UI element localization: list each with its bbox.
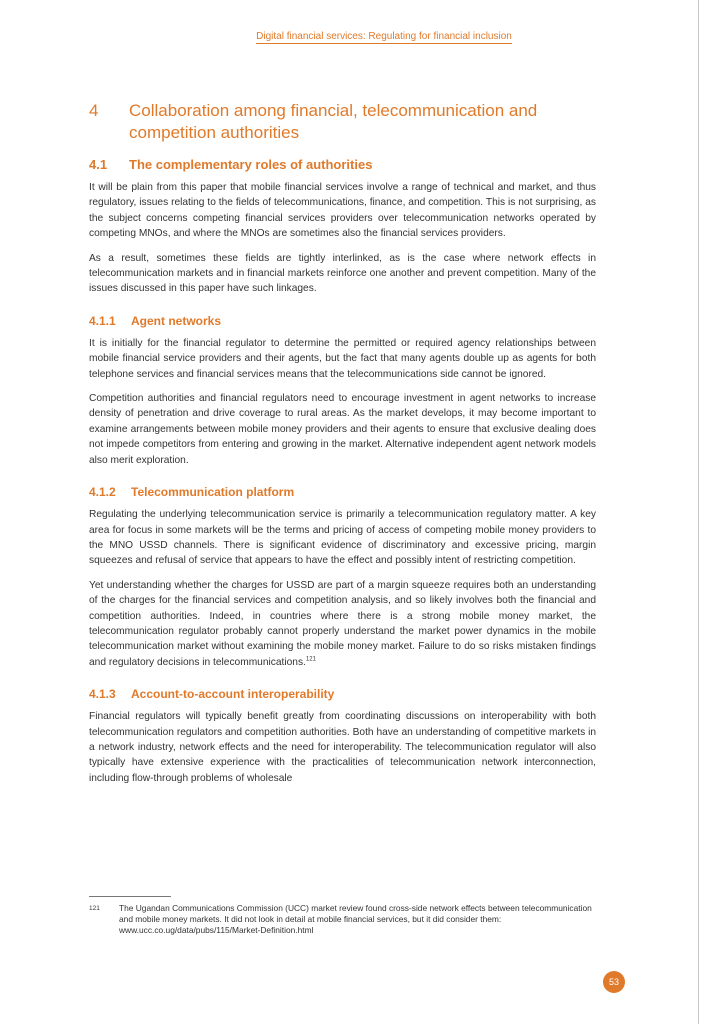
agent-networks-heading xyxy=(89,313,596,329)
paragraph: Competition authorities and financial regulators need to encourage investment in agent networks to increase density of penetration and drive coverage to rural areas. As the market develops, it may become important to examine arrangements between mobile money providers and their agents to ensure that exclusive dealing does not impede competitors from entering and growing in the market. Alternative independent agent network models also merit exploration. xyxy=(89,393,596,466)
paragraph: Regulating the underlying telecommunication service is primarily a telecommunication regulatory matter. A key area for focus in some markets will be the terms and pricing of access of competing mobile money providers to the MNO USSD channels. There is significant evidence of discriminatory and excessive pricing, margin squeezes and refusal of service that appears to have the effect and possibly intent of restricting competition. xyxy=(89,509,596,567)
paragraph xyxy=(89,578,596,670)
telecom-platform-heading xyxy=(89,484,596,500)
page-number-badge xyxy=(603,971,625,993)
section-title: Collaboration among financial, telecommunication and competition authorities xyxy=(129,101,538,142)
telecom-platform-number: 4.1.2 xyxy=(89,485,116,500)
paragraph-text: Yet understanding whether the charges for USSD are part of a margin squeeze requires both an understanding of the charges for the financial services and competition analysis, and so likely involves both the financial and competition authorities. Indeed, in countries where there is a strong mobile money market, the telecommunication regulator probably cannot properly understand the market power dynamics in the mobile telecommunication market without examining the mobile money market. Failure to do so risks mistaken findings and regulatory decisions in telecommunications. xyxy=(89,579,596,668)
paragraph: It will be plain from this paper that mobile financial services involve a range of technical and market, and thus regulatory, issues relating to the fields of telecommunications, finance, and competition. This is not surprising, as the subject concerns competing financial services providers over telecommunication networks operated by competing MNOs, and where the MNOs are sometimes also the financial services providers. xyxy=(89,182,596,240)
page-edge-rule xyxy=(698,0,699,1024)
subsection-number: 4.1 xyxy=(89,157,108,172)
section-heading xyxy=(89,100,596,144)
footnote xyxy=(89,903,599,936)
agent-networks-title: Agent networks xyxy=(131,313,222,328)
footnote-reference[interactable]: 121 xyxy=(305,656,316,663)
paragraph: It is initially for the financial regulator to determine the permitted or required agency relationships between mobile financial service providers and their agents, but the fact that many agents double up as agents for both telephone services and financial services means that the telecommunications side cannot be ignored. xyxy=(89,337,596,380)
footnote-text: The Ugandan Communications Commission (UCC) market review found cross-side network effects between telecommunication and mobile money markets. It did not look in detail at mobile financial services, but it did consider them: www.ucc.co.ug/data/pubs/115/Market-Definition.html xyxy=(119,903,592,935)
interoperability-number: 4.1.3 xyxy=(89,687,116,702)
subsection-title: The complementary roles of authorities xyxy=(129,157,373,172)
main-content xyxy=(89,100,596,795)
paragraph: Financial regulators will typically benefit greatly from coordinating discussions on interoperability with both telecommunication regulators and competition authorities. Both have an understanding of competitive markets in a network industry, network effects and the need for interoperability. The telecommunication regulator will also typically have extensive experience with the practicalities of telecommunication network interconnection, including flow-through problems of wholesale xyxy=(89,711,596,784)
section-number: 4 xyxy=(89,101,99,120)
telecom-platform-title: Telecommunication platform xyxy=(131,485,295,500)
subsection-heading xyxy=(89,157,596,173)
agent-networks-number: 4.1.1 xyxy=(89,313,116,328)
footnote-divider xyxy=(89,896,171,897)
footnote-number: 121 xyxy=(89,905,100,912)
page-number: 53 xyxy=(608,977,619,987)
running-header xyxy=(0,26,698,44)
paragraph: As a result, sometimes these fields are tightly interlinked, as is the case where network effects in telecommunication markets and in financial markets reinforce one another and prevent competition. Many of the issues discussed in this paper have such linkages. xyxy=(89,252,596,295)
interoperability-heading xyxy=(89,686,596,702)
interoperability-title: Account-to-account interoperability xyxy=(131,687,335,702)
running-header-title: Digital financial services: Regulating for financial inclusion xyxy=(256,31,512,42)
